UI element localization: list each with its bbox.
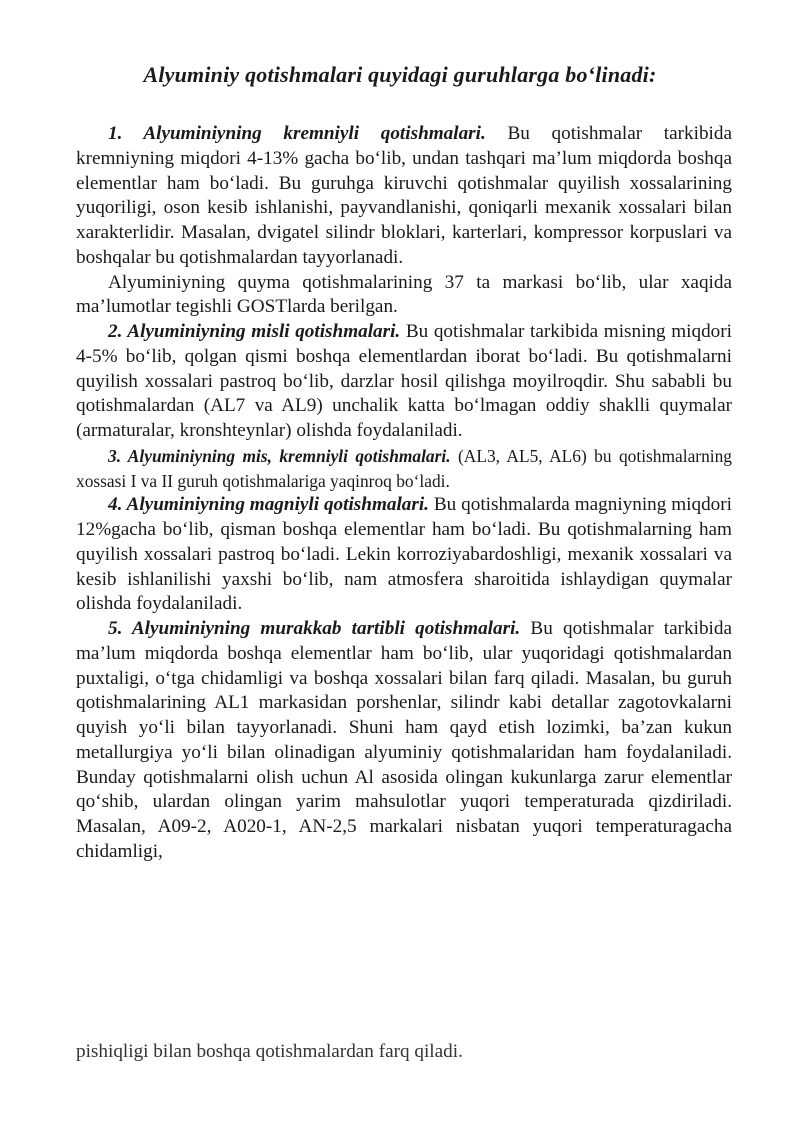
paragraph-text: Bu qotishmalarda magniyning miqdori 12%gacha bo‘lib, qisman boshqa elementlar ham bo‘ladi. Bu qotishmalarning ham quyilish xossalari pastroq bo‘ladi. Lekin korroziyabardoshligi, mexanik xossalari va kesib ishlanilishi yaxshi bo‘lib, nam atmosfera sharoitida ishlaydigan quymalar olishda foydalaniladi. <box>76 494 732 615</box>
paragraph-text: Bu qotishmalar tarkibida misning miqdori 4-5% bo‘lib, qolgan qismi boshqa elementlardan iborat bo‘ladi. Bu qotishmalarni quyilish xossalari pastroq bo‘lib, darzlar hosil qilishga moyilroqdir. Shu sababli bu qotishmalardan (AL7 va AL9) unchalik katta bo‘lmagan oddiy shaklli quymalar (armaturalar, kronshteynlar) olishda foydalaniladi. <box>76 321 732 441</box>
paragraph-quyma-markalar <box>76 271 732 321</box>
paragraph-magniyli <box>76 493 732 617</box>
paragraph-mis-kremniyli <box>76 444 732 494</box>
paragraph-text: Bu qotishmalar tarkibida ma’lum miqdorda boshqa elementlar ham bo‘lib, ular yuqoridagi qotishmalardan puxtaligi, o‘tga chidamligi va boshqa xossalari bilan farq qiladi. Masalan, bu guruh qotishmalarining AL1 markasidan porshenlar, silindr kabi detallar zagotovkalarni quyish yo‘li bilan tayyorlanadi. Shuni ham qayd etish lozimki, ba’zan kukun metallurgiya yo‘li bilan olinadigan alyuminiy qotishmalaridan ham foydalaniladi. Bunday qotishmalarni olish uchun Al asosida olingan kukunlarga zarur elementlar qo‘shib, ulardan olingan yarim mahsulotlar yuqori temperaturada qizdiriladi. Masalan, A09-2, A020-1, AN-2,5 markalari nisbatan yuqori temperaturagacha chidamligi, <box>76 618 732 862</box>
paragraph-text: Alyuminiyning quyma qotishmalarining 37 ta markasi bo‘lib, ular xaqida ma’lumotlar tegishli GOSTlarda berilgan. <box>76 271 732 318</box>
section-heading-4: 4. Alyuminiyning magniyli qotishmalari. <box>108 494 429 516</box>
paragraph-misli <box>76 320 732 444</box>
page-title: Alyuminiy qotishmalari quyidagi guruhlarga bo‘linadi: <box>143 62 657 87</box>
paragraph-kremniyli <box>76 122 732 271</box>
section-heading-1: 1. Alyuminiyning kremniyli qotishmalari. <box>108 123 486 144</box>
paragraph-text: (AL3, AL5, AL6) bu qotishmalarning xossasi I va II guruh qotishmalariga yaqinroq bo‘ladi. <box>76 445 732 491</box>
section-heading-3: 3. Alyuminiyning mis, kremniyli qotishmalari. <box>108 445 451 466</box>
document-body <box>76 122 732 865</box>
cut-off-text: pishiqligi bilan boshqa qotishmalardan farq qiladi. <box>76 1041 463 1062</box>
paragraph-text: Bu qotishmalar tarkibida kremniyning miqdori 4-13% gacha bo‘lib, undan tashqari ma’lum miqdorda boshqa elementlar ham bo‘ladi. Bu guruhga kiruvchi qotishmalar quyilish xossalarining yuqoriligi, oson kesib ishlanishi, payvandlanishi, qoniqarli mexanik xossalari bilan xarakterlidir. Masalan, dvigatel silindr bloklari, karterlari, kompressor korpuslari va boshqalar bu qotishmalardan tayyorlanadi. <box>76 123 732 268</box>
paragraph-murakkab <box>76 617 732 865</box>
section-heading-2: 2. Alyuminiyning misli qotishmalari. <box>108 321 401 342</box>
cut-off-line <box>76 1041 676 1062</box>
section-heading-5: 5. Alyuminiyning murakkab tartibli qotishmalari. <box>108 618 521 639</box>
